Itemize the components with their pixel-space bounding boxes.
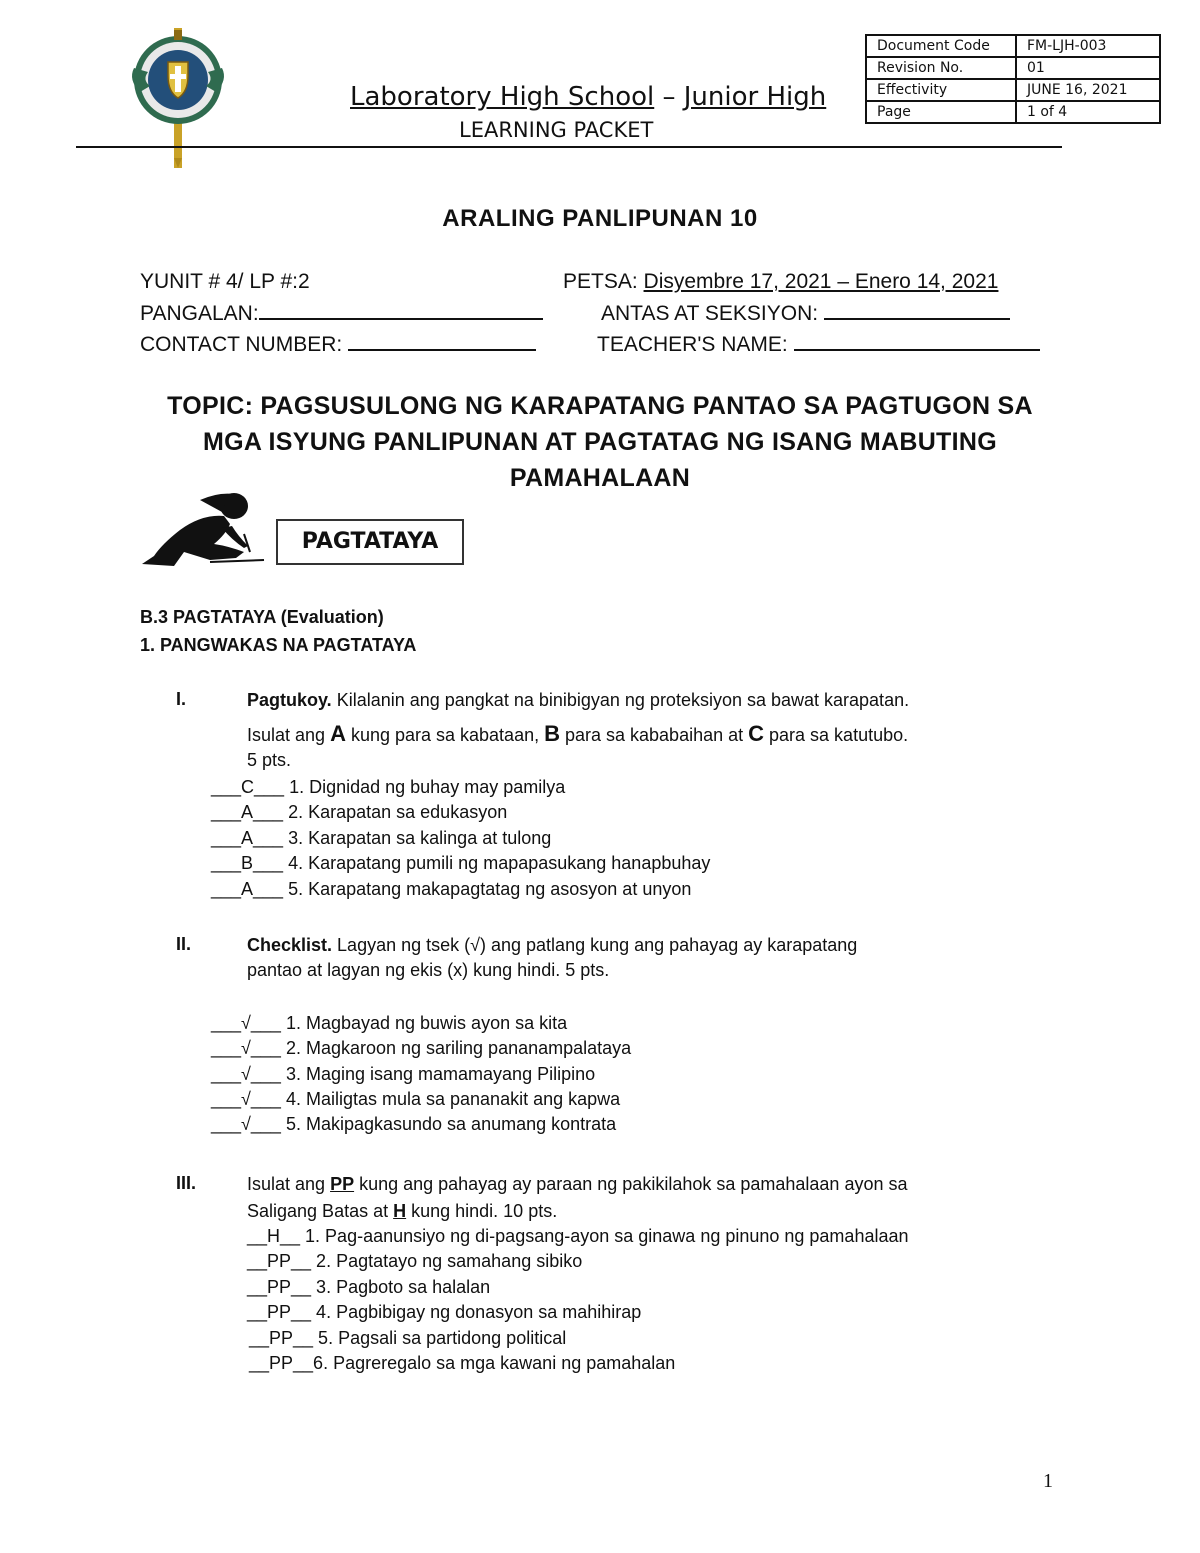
topic-heading: TOPIC: PAGSUSULONG NG KARAPATANG PANTAO SA PAGTUGON SA MGA ISYUNG PANLIPUNAN AT PAGTATAG NG ISANG MABUTING PAMAHALAAN: [167, 392, 1033, 492]
teacher-field: TEACHER'S NAME:: [597, 331, 1040, 357]
contact-field: CONTACT NUMBER:: [140, 331, 536, 357]
pangalan-field: PANGALAN:: [140, 300, 543, 326]
part-3-item: __H__ 1. Pag-aanunsiyo ng di-pagsang-ayon sa ginawa ng pinuno ng pamahalaan: [247, 1226, 909, 1246]
part-2-item: ___√___ 3. Maging isang mamamayang Pilipino: [211, 1064, 596, 1084]
document-control-table: [865, 34, 1161, 124]
teacher-blank[interactable]: [794, 331, 1040, 351]
page-number: 1: [1043, 1470, 1053, 1492]
header-divider: [76, 146, 1062, 148]
part-2-item: ___√___ 2. Magkaroon ng sariling pananampalataya: [211, 1038, 632, 1058]
part-2-item: ___√___ 1. Magbayad ng buwis ayon sa kita: [211, 1013, 568, 1033]
part-3-item: __PP__ 2. Pagtatayo ng samahang sibiko: [247, 1251, 583, 1271]
subject-title: ARALING PANLIPUNAN 10: [442, 205, 758, 232]
part-2-instructions: Checklist. Lagyan ng tsek (√) ang patlang kung ang pahayag ay karapatang pantao at lagyan ng ekis (x) kung hindi. 5 pts.: [247, 935, 858, 980]
part-2-item: ___√___ 4. Mailigtas mula sa pananakit ang kapwa: [211, 1089, 621, 1109]
part-2-item: ___√___ 5. Makipagkasundo sa anumang kontrata: [211, 1114, 617, 1134]
doc-code-row: Document Code FM-LJH-003: [866, 35, 1160, 57]
petsa-field: PETSA: Disyembre 17, 2021 – Enero 14, 2021: [563, 270, 999, 293]
section-1-heading: 1. PANGWAKAS NA PAGTATAYA: [140, 635, 417, 655]
part-1-item: ___C___ 1. Dignidad ng buhay may pamilya: [211, 777, 566, 797]
part-3-item: __PP__ 3. Pagboto sa halalan: [247, 1277, 491, 1297]
effectivity-row: Effectivity JUNE 16, 2021: [866, 79, 1160, 101]
part-2-numeral: II.: [176, 934, 192, 954]
part-3-item: __PP__6. Pagreregalo sa mga kawani ng pamahalan: [249, 1353, 676, 1373]
page-row: Page 1 of 4: [866, 101, 1160, 123]
part-3-instructions: Isulat ang PP kung ang pahayag ay paraan ng pakikilahok sa pamahalaan ayon sa Saligang Batas at H kung hindi. 10 pts.: [247, 1174, 908, 1221]
pangalan-blank[interactable]: [259, 300, 543, 320]
pagtataya-badge: PAGTATAYA: [276, 519, 464, 565]
antas-blank[interactable]: [824, 300, 1010, 320]
part-1-numeral: I.: [176, 689, 187, 709]
part-1-item: ___A___ 3. Karapatan sa kalinga at tulong: [211, 828, 552, 848]
petsa-value: Disyembre 17, 2021 – Enero 14, 2021: [643, 270, 999, 293]
school-title: Laboratory High School – Junior High: [350, 82, 827, 112]
part-3-numeral: III.: [176, 1173, 197, 1193]
contact-blank[interactable]: [348, 331, 536, 351]
part-3-item: __PP__ 4. Pagbibigay ng donasyon sa mahihirap: [247, 1302, 642, 1322]
part-1-item: ___A___ 2. Karapatan sa edukasyon: [211, 802, 508, 822]
part-1-item: ___A___ 5. Karapatang makapagtatag ng asosyon at unyon: [211, 879, 692, 899]
part-1-instructions: Pagtukoy. Kilalanin ang pangkat na binibigyan ng proteksiyon sa bawat karapatan. Isulat ang A kung para sa kabataan, B para sa kababaihan at C para sa katutubo. 5 pts.: [247, 690, 910, 770]
revision-row: Revision No. 01: [866, 57, 1160, 79]
section-b3-heading: B.3 PAGTATAYA (Evaluation): [140, 607, 384, 627]
learning-packet-subtitle: LEARNING PACKET: [459, 118, 654, 142]
yunit-field: YUNIT # 4/ LP #:2: [140, 270, 310, 293]
writing-student-icon: [140, 490, 270, 568]
part-1-item: ___B___ 4. Karapatang pumili ng mapapasukang hanapbuhay: [211, 853, 711, 873]
antas-field: ANTAS AT SEKSIYON:: [601, 300, 1010, 326]
part-3-item: __PP__ 5. Pagsali sa partidong political: [249, 1328, 567, 1348]
